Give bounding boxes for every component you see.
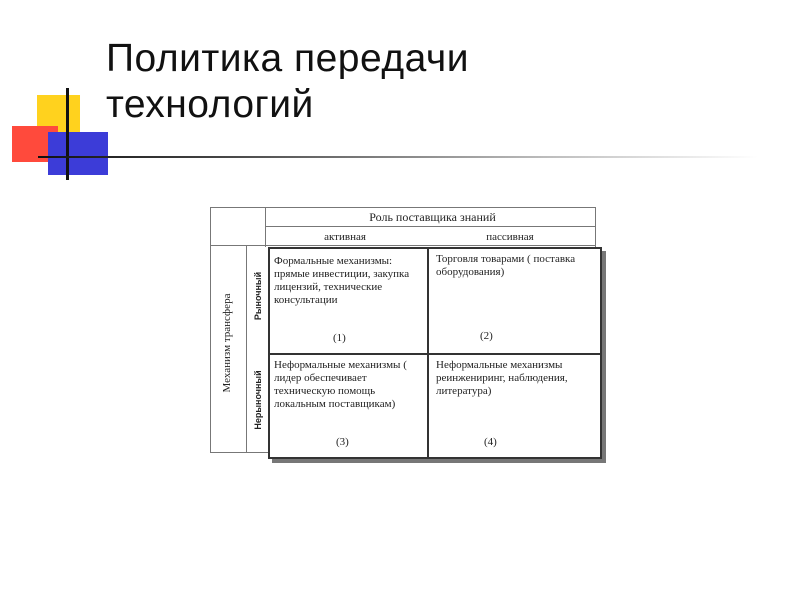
slide-title-line-2: технологий [106, 83, 314, 126]
table-corner-divider [265, 207, 266, 247]
cell-4-number: (4) [484, 436, 497, 448]
row-nonmarket-label: Нерыночный [253, 370, 263, 430]
table-header-divider [265, 226, 596, 227]
cell-1-text: Формальные механизмы: прямые инвестиции, закупка лицензий, технические консультации [274, 255, 410, 306]
cell-3-number: (3) [336, 436, 349, 448]
column-passive-label: пассивная [486, 231, 534, 243]
cell-2-number: (2) [480, 330, 493, 342]
row-market-label: Рыночный [253, 271, 263, 321]
knowledge-transfer-matrix [210, 207, 610, 459]
cell-1-number: (1) [333, 332, 346, 344]
cell-2-text: Торговля товарами ( поставка оборудования) [436, 253, 576, 278]
logo-vertical-line [66, 88, 69, 180]
cell-4-text: Неформальные механизмы реинжениринг, наблюдения, литература) [436, 359, 568, 397]
column-active-label: активная [324, 231, 366, 243]
table-header-bottom [210, 245, 596, 246]
transfer-mechanism-label: Механизм трансфера [221, 293, 233, 393]
table-border-left [210, 207, 211, 453]
logo-blue-square [48, 132, 108, 175]
table-border-bottom [210, 452, 268, 453]
slide-title-line-1: Политика передачи [106, 37, 470, 80]
matrix-grid [268, 247, 602, 459]
title-underline [38, 156, 758, 158]
table-border-top [210, 207, 596, 208]
slide-logo-decoration [0, 0, 120, 190]
row-label-divider [246, 245, 247, 453]
cell-3-text: Неформальные механизмы ( лидер обеспечивает техническую помощь локальным поставщикам) [274, 359, 407, 410]
slide-title [106, 36, 469, 128]
grid-horizontal-divider [270, 353, 600, 355]
supplier-role-header: Роль поставщика знаний [369, 210, 496, 224]
table-border-right [595, 207, 596, 247]
